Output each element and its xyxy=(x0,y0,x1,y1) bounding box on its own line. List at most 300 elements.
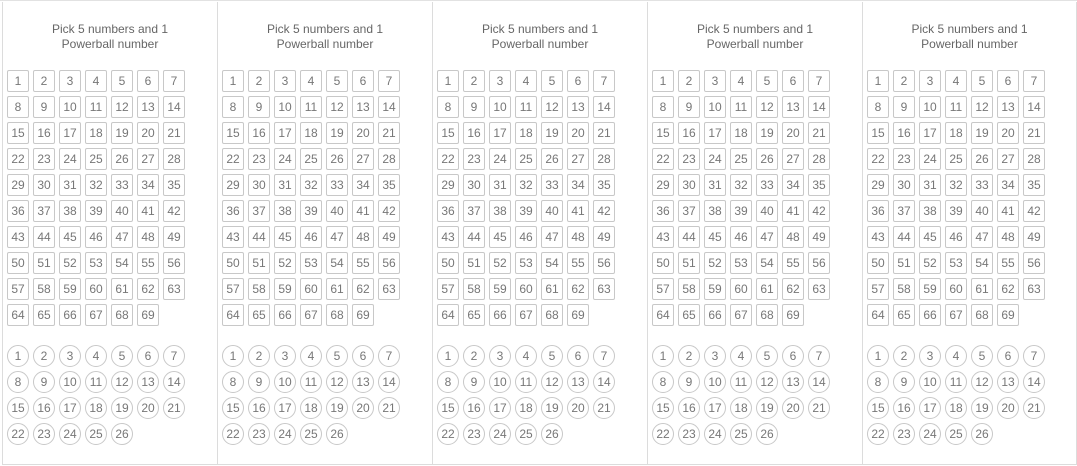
main-number-53[interactable]: 53 xyxy=(945,252,967,274)
main-number-6[interactable]: 6 xyxy=(997,70,1019,92)
powerball-number-25[interactable]: 25 xyxy=(85,423,107,445)
main-number-5[interactable]: 5 xyxy=(541,70,563,92)
main-number-49[interactable]: 49 xyxy=(1023,226,1045,248)
main-number-50[interactable]: 50 xyxy=(222,252,244,274)
main-number-62[interactable]: 62 xyxy=(567,278,589,300)
powerball-number-12[interactable]: 12 xyxy=(971,371,993,393)
main-number-8[interactable]: 8 xyxy=(437,96,459,118)
main-number-24[interactable]: 24 xyxy=(704,148,726,170)
main-number-63[interactable]: 63 xyxy=(808,278,830,300)
main-number-9[interactable]: 9 xyxy=(248,96,270,118)
main-number-6[interactable]: 6 xyxy=(137,70,159,92)
main-number-65[interactable]: 65 xyxy=(33,304,55,326)
main-number-20[interactable]: 20 xyxy=(567,122,589,144)
powerball-number-3[interactable]: 3 xyxy=(489,345,511,367)
main-number-25[interactable]: 25 xyxy=(300,148,322,170)
powerball-number-3[interactable]: 3 xyxy=(59,345,81,367)
main-number-57[interactable]: 57 xyxy=(7,278,29,300)
powerball-number-5[interactable]: 5 xyxy=(971,345,993,367)
main-number-49[interactable]: 49 xyxy=(163,226,185,248)
main-number-36[interactable]: 36 xyxy=(867,200,889,222)
main-number-36[interactable]: 36 xyxy=(7,200,29,222)
main-number-44[interactable]: 44 xyxy=(893,226,915,248)
main-number-30[interactable]: 30 xyxy=(678,174,700,196)
main-number-6[interactable]: 6 xyxy=(352,70,374,92)
powerball-number-15[interactable]: 15 xyxy=(652,397,674,419)
main-number-33[interactable]: 33 xyxy=(971,174,993,196)
main-number-59[interactable]: 59 xyxy=(919,278,941,300)
powerball-number-23[interactable]: 23 xyxy=(248,423,270,445)
main-number-53[interactable]: 53 xyxy=(300,252,322,274)
main-number-67[interactable]: 67 xyxy=(945,304,967,326)
powerball-number-22[interactable]: 22 xyxy=(652,423,674,445)
powerball-number-8[interactable]: 8 xyxy=(222,371,244,393)
main-number-67[interactable]: 67 xyxy=(300,304,322,326)
main-number-54[interactable]: 54 xyxy=(111,252,133,274)
main-number-26[interactable]: 26 xyxy=(111,148,133,170)
main-number-21[interactable]: 21 xyxy=(1023,122,1045,144)
main-number-29[interactable]: 29 xyxy=(7,174,29,196)
main-number-58[interactable]: 58 xyxy=(893,278,915,300)
main-number-4[interactable]: 4 xyxy=(730,70,752,92)
powerball-number-2[interactable]: 2 xyxy=(893,345,915,367)
main-number-2[interactable]: 2 xyxy=(248,70,270,92)
main-number-11[interactable]: 11 xyxy=(300,96,322,118)
main-number-3[interactable]: 3 xyxy=(489,70,511,92)
main-number-66[interactable]: 66 xyxy=(59,304,81,326)
main-number-66[interactable]: 66 xyxy=(704,304,726,326)
powerball-number-3[interactable]: 3 xyxy=(919,345,941,367)
main-number-69[interactable]: 69 xyxy=(137,304,159,326)
main-number-41[interactable]: 41 xyxy=(997,200,1019,222)
powerball-number-20[interactable]: 20 xyxy=(137,397,159,419)
main-number-15[interactable]: 15 xyxy=(222,122,244,144)
main-number-53[interactable]: 53 xyxy=(85,252,107,274)
main-number-12[interactable]: 12 xyxy=(756,96,778,118)
main-number-54[interactable]: 54 xyxy=(326,252,348,274)
main-number-27[interactable]: 27 xyxy=(352,148,374,170)
main-number-59[interactable]: 59 xyxy=(704,278,726,300)
main-number-9[interactable]: 9 xyxy=(893,96,915,118)
powerball-number-7[interactable]: 7 xyxy=(808,345,830,367)
main-number-44[interactable]: 44 xyxy=(33,226,55,248)
main-number-3[interactable]: 3 xyxy=(919,70,941,92)
main-number-29[interactable]: 29 xyxy=(867,174,889,196)
main-number-4[interactable]: 4 xyxy=(515,70,537,92)
main-number-48[interactable]: 48 xyxy=(997,226,1019,248)
main-number-49[interactable]: 49 xyxy=(808,226,830,248)
main-number-22[interactable]: 22 xyxy=(652,148,674,170)
main-number-63[interactable]: 63 xyxy=(163,278,185,300)
main-number-62[interactable]: 62 xyxy=(997,278,1019,300)
powerball-number-6[interactable]: 6 xyxy=(997,345,1019,367)
main-number-48[interactable]: 48 xyxy=(782,226,804,248)
main-number-14[interactable]: 14 xyxy=(593,96,615,118)
main-number-27[interactable]: 27 xyxy=(137,148,159,170)
main-number-6[interactable]: 6 xyxy=(782,70,804,92)
main-number-6[interactable]: 6 xyxy=(567,70,589,92)
main-number-41[interactable]: 41 xyxy=(782,200,804,222)
powerball-number-11[interactable]: 11 xyxy=(300,371,322,393)
main-number-54[interactable]: 54 xyxy=(541,252,563,274)
main-number-7[interactable]: 7 xyxy=(593,70,615,92)
main-number-17[interactable]: 17 xyxy=(704,122,726,144)
powerball-number-4[interactable]: 4 xyxy=(85,345,107,367)
main-number-5[interactable]: 5 xyxy=(326,70,348,92)
main-number-60[interactable]: 60 xyxy=(515,278,537,300)
main-number-58[interactable]: 58 xyxy=(463,278,485,300)
main-number-3[interactable]: 3 xyxy=(59,70,81,92)
main-number-13[interactable]: 13 xyxy=(567,96,589,118)
main-number-29[interactable]: 29 xyxy=(222,174,244,196)
powerball-number-21[interactable]: 21 xyxy=(1023,397,1045,419)
main-number-1[interactable]: 1 xyxy=(867,70,889,92)
powerball-number-5[interactable]: 5 xyxy=(756,345,778,367)
powerball-number-8[interactable]: 8 xyxy=(437,371,459,393)
main-number-51[interactable]: 51 xyxy=(248,252,270,274)
main-number-47[interactable]: 47 xyxy=(326,226,348,248)
main-number-50[interactable]: 50 xyxy=(867,252,889,274)
main-number-28[interactable]: 28 xyxy=(1023,148,1045,170)
powerball-number-9[interactable]: 9 xyxy=(893,371,915,393)
powerball-number-9[interactable]: 9 xyxy=(463,371,485,393)
main-number-26[interactable]: 26 xyxy=(326,148,348,170)
main-number-28[interactable]: 28 xyxy=(593,148,615,170)
main-number-51[interactable]: 51 xyxy=(678,252,700,274)
main-number-25[interactable]: 25 xyxy=(945,148,967,170)
main-number-38[interactable]: 38 xyxy=(59,200,81,222)
main-number-69[interactable]: 69 xyxy=(352,304,374,326)
main-number-58[interactable]: 58 xyxy=(678,278,700,300)
main-number-11[interactable]: 11 xyxy=(730,96,752,118)
main-number-30[interactable]: 30 xyxy=(893,174,915,196)
main-number-50[interactable]: 50 xyxy=(7,252,29,274)
main-number-49[interactable]: 49 xyxy=(378,226,400,248)
main-number-46[interactable]: 46 xyxy=(945,226,967,248)
main-number-65[interactable]: 65 xyxy=(893,304,915,326)
main-number-47[interactable]: 47 xyxy=(971,226,993,248)
main-number-34[interactable]: 34 xyxy=(137,174,159,196)
powerball-number-21[interactable]: 21 xyxy=(378,397,400,419)
powerball-number-17[interactable]: 17 xyxy=(919,397,941,419)
main-number-45[interactable]: 45 xyxy=(919,226,941,248)
powerball-number-7[interactable]: 7 xyxy=(593,345,615,367)
main-number-53[interactable]: 53 xyxy=(515,252,537,274)
main-number-31[interactable]: 31 xyxy=(919,174,941,196)
powerball-number-15[interactable]: 15 xyxy=(867,397,889,419)
powerball-number-9[interactable]: 9 xyxy=(678,371,700,393)
main-number-42[interactable]: 42 xyxy=(378,200,400,222)
main-number-23[interactable]: 23 xyxy=(463,148,485,170)
main-number-17[interactable]: 17 xyxy=(59,122,81,144)
main-number-47[interactable]: 47 xyxy=(111,226,133,248)
main-number-41[interactable]: 41 xyxy=(567,200,589,222)
main-number-38[interactable]: 38 xyxy=(274,200,296,222)
main-number-25[interactable]: 25 xyxy=(730,148,752,170)
main-number-32[interactable]: 32 xyxy=(945,174,967,196)
main-number-50[interactable]: 50 xyxy=(652,252,674,274)
main-number-39[interactable]: 39 xyxy=(730,200,752,222)
powerball-number-23[interactable]: 23 xyxy=(463,423,485,445)
main-number-41[interactable]: 41 xyxy=(352,200,374,222)
main-number-25[interactable]: 25 xyxy=(515,148,537,170)
main-number-2[interactable]: 2 xyxy=(678,70,700,92)
powerball-number-24[interactable]: 24 xyxy=(59,423,81,445)
main-number-21[interactable]: 21 xyxy=(378,122,400,144)
main-number-57[interactable]: 57 xyxy=(867,278,889,300)
main-number-22[interactable]: 22 xyxy=(222,148,244,170)
powerball-number-18[interactable]: 18 xyxy=(85,397,107,419)
main-number-69[interactable]: 69 xyxy=(782,304,804,326)
main-number-60[interactable]: 60 xyxy=(730,278,752,300)
main-number-17[interactable]: 17 xyxy=(489,122,511,144)
main-number-29[interactable]: 29 xyxy=(652,174,674,196)
main-number-60[interactable]: 60 xyxy=(300,278,322,300)
powerball-number-25[interactable]: 25 xyxy=(945,423,967,445)
main-number-66[interactable]: 66 xyxy=(919,304,941,326)
main-number-64[interactable]: 64 xyxy=(437,304,459,326)
powerball-number-21[interactable]: 21 xyxy=(163,397,185,419)
main-number-20[interactable]: 20 xyxy=(137,122,159,144)
main-number-4[interactable]: 4 xyxy=(945,70,967,92)
main-number-35[interactable]: 35 xyxy=(808,174,830,196)
powerball-number-12[interactable]: 12 xyxy=(756,371,778,393)
main-number-34[interactable]: 34 xyxy=(782,174,804,196)
main-number-5[interactable]: 5 xyxy=(756,70,778,92)
main-number-46[interactable]: 46 xyxy=(85,226,107,248)
main-number-27[interactable]: 27 xyxy=(997,148,1019,170)
main-number-40[interactable]: 40 xyxy=(756,200,778,222)
main-number-4[interactable]: 4 xyxy=(85,70,107,92)
powerball-number-23[interactable]: 23 xyxy=(678,423,700,445)
powerball-number-24[interactable]: 24 xyxy=(274,423,296,445)
main-number-26[interactable]: 26 xyxy=(971,148,993,170)
powerball-number-18[interactable]: 18 xyxy=(730,397,752,419)
powerball-number-26[interactable]: 26 xyxy=(541,423,563,445)
main-number-54[interactable]: 54 xyxy=(971,252,993,274)
powerball-number-10[interactable]: 10 xyxy=(274,371,296,393)
main-number-65[interactable]: 65 xyxy=(678,304,700,326)
powerball-number-1[interactable]: 1 xyxy=(437,345,459,367)
main-number-1[interactable]: 1 xyxy=(7,70,29,92)
powerball-number-19[interactable]: 19 xyxy=(756,397,778,419)
powerball-number-26[interactable]: 26 xyxy=(971,423,993,445)
main-number-32[interactable]: 32 xyxy=(730,174,752,196)
main-number-20[interactable]: 20 xyxy=(782,122,804,144)
main-number-15[interactable]: 15 xyxy=(652,122,674,144)
main-number-61[interactable]: 61 xyxy=(111,278,133,300)
main-number-20[interactable]: 20 xyxy=(997,122,1019,144)
powerball-number-5[interactable]: 5 xyxy=(541,345,563,367)
main-number-30[interactable]: 30 xyxy=(463,174,485,196)
main-number-42[interactable]: 42 xyxy=(163,200,185,222)
main-number-37[interactable]: 37 xyxy=(248,200,270,222)
main-number-7[interactable]: 7 xyxy=(163,70,185,92)
main-number-18[interactable]: 18 xyxy=(945,122,967,144)
powerball-number-10[interactable]: 10 xyxy=(489,371,511,393)
main-number-42[interactable]: 42 xyxy=(593,200,615,222)
main-number-59[interactable]: 59 xyxy=(274,278,296,300)
powerball-number-21[interactable]: 21 xyxy=(808,397,830,419)
main-number-47[interactable]: 47 xyxy=(541,226,563,248)
main-number-14[interactable]: 14 xyxy=(808,96,830,118)
main-number-1[interactable]: 1 xyxy=(652,70,674,92)
main-number-21[interactable]: 21 xyxy=(163,122,185,144)
powerball-number-4[interactable]: 4 xyxy=(730,345,752,367)
main-number-39[interactable]: 39 xyxy=(300,200,322,222)
main-number-56[interactable]: 56 xyxy=(808,252,830,274)
main-number-11[interactable]: 11 xyxy=(945,96,967,118)
main-number-38[interactable]: 38 xyxy=(489,200,511,222)
main-number-33[interactable]: 33 xyxy=(111,174,133,196)
main-number-56[interactable]: 56 xyxy=(1023,252,1045,274)
main-number-51[interactable]: 51 xyxy=(33,252,55,274)
main-number-28[interactable]: 28 xyxy=(163,148,185,170)
main-number-9[interactable]: 9 xyxy=(678,96,700,118)
main-number-31[interactable]: 31 xyxy=(59,174,81,196)
main-number-15[interactable]: 15 xyxy=(437,122,459,144)
main-number-64[interactable]: 64 xyxy=(7,304,29,326)
powerball-number-6[interactable]: 6 xyxy=(137,345,159,367)
powerball-number-19[interactable]: 19 xyxy=(971,397,993,419)
powerball-number-22[interactable]: 22 xyxy=(437,423,459,445)
main-number-8[interactable]: 8 xyxy=(867,96,889,118)
main-number-19[interactable]: 19 xyxy=(326,122,348,144)
main-number-63[interactable]: 63 xyxy=(378,278,400,300)
main-number-16[interactable]: 16 xyxy=(463,122,485,144)
main-number-5[interactable]: 5 xyxy=(111,70,133,92)
powerball-number-10[interactable]: 10 xyxy=(59,371,81,393)
powerball-number-16[interactable]: 16 xyxy=(893,397,915,419)
main-number-42[interactable]: 42 xyxy=(808,200,830,222)
main-number-2[interactable]: 2 xyxy=(33,70,55,92)
main-number-31[interactable]: 31 xyxy=(704,174,726,196)
main-number-52[interactable]: 52 xyxy=(274,252,296,274)
powerball-number-24[interactable]: 24 xyxy=(919,423,941,445)
powerball-number-19[interactable]: 19 xyxy=(541,397,563,419)
main-number-25[interactable]: 25 xyxy=(85,148,107,170)
powerball-number-1[interactable]: 1 xyxy=(222,345,244,367)
main-number-13[interactable]: 13 xyxy=(997,96,1019,118)
main-number-1[interactable]: 1 xyxy=(437,70,459,92)
main-number-9[interactable]: 9 xyxy=(463,96,485,118)
main-number-67[interactable]: 67 xyxy=(515,304,537,326)
powerball-number-7[interactable]: 7 xyxy=(1023,345,1045,367)
main-number-20[interactable]: 20 xyxy=(352,122,374,144)
main-number-46[interactable]: 46 xyxy=(300,226,322,248)
powerball-number-26[interactable]: 26 xyxy=(756,423,778,445)
main-number-51[interactable]: 51 xyxy=(893,252,915,274)
main-number-52[interactable]: 52 xyxy=(919,252,941,274)
main-number-40[interactable]: 40 xyxy=(326,200,348,222)
main-number-15[interactable]: 15 xyxy=(7,122,29,144)
main-number-47[interactable]: 47 xyxy=(756,226,778,248)
powerball-number-13[interactable]: 13 xyxy=(997,371,1019,393)
main-number-15[interactable]: 15 xyxy=(867,122,889,144)
main-number-10[interactable]: 10 xyxy=(274,96,296,118)
main-number-44[interactable]: 44 xyxy=(678,226,700,248)
powerball-number-16[interactable]: 16 xyxy=(248,397,270,419)
powerball-number-2[interactable]: 2 xyxy=(463,345,485,367)
main-number-11[interactable]: 11 xyxy=(85,96,107,118)
powerball-number-22[interactable]: 22 xyxy=(7,423,29,445)
powerball-number-23[interactable]: 23 xyxy=(33,423,55,445)
powerball-number-18[interactable]: 18 xyxy=(515,397,537,419)
main-number-59[interactable]: 59 xyxy=(489,278,511,300)
main-number-2[interactable]: 2 xyxy=(463,70,485,92)
main-number-48[interactable]: 48 xyxy=(352,226,374,248)
main-number-18[interactable]: 18 xyxy=(515,122,537,144)
main-number-56[interactable]: 56 xyxy=(378,252,400,274)
powerball-number-19[interactable]: 19 xyxy=(326,397,348,419)
powerball-number-20[interactable]: 20 xyxy=(997,397,1019,419)
main-number-55[interactable]: 55 xyxy=(352,252,374,274)
main-number-35[interactable]: 35 xyxy=(378,174,400,196)
main-number-39[interactable]: 39 xyxy=(515,200,537,222)
main-number-66[interactable]: 66 xyxy=(274,304,296,326)
main-number-3[interactable]: 3 xyxy=(704,70,726,92)
powerball-number-14[interactable]: 14 xyxy=(1023,371,1045,393)
powerball-number-5[interactable]: 5 xyxy=(111,345,133,367)
powerball-number-4[interactable]: 4 xyxy=(300,345,322,367)
main-number-58[interactable]: 58 xyxy=(248,278,270,300)
main-number-43[interactable]: 43 xyxy=(437,226,459,248)
powerball-number-11[interactable]: 11 xyxy=(730,371,752,393)
main-number-40[interactable]: 40 xyxy=(541,200,563,222)
main-number-21[interactable]: 21 xyxy=(808,122,830,144)
main-number-28[interactable]: 28 xyxy=(378,148,400,170)
main-number-61[interactable]: 61 xyxy=(756,278,778,300)
main-number-16[interactable]: 16 xyxy=(33,122,55,144)
main-number-16[interactable]: 16 xyxy=(248,122,270,144)
main-number-68[interactable]: 68 xyxy=(541,304,563,326)
main-number-8[interactable]: 8 xyxy=(652,96,674,118)
main-number-2[interactable]: 2 xyxy=(893,70,915,92)
main-number-44[interactable]: 44 xyxy=(463,226,485,248)
main-number-38[interactable]: 38 xyxy=(704,200,726,222)
main-number-24[interactable]: 24 xyxy=(919,148,941,170)
main-number-48[interactable]: 48 xyxy=(137,226,159,248)
powerball-number-11[interactable]: 11 xyxy=(85,371,107,393)
main-number-5[interactable]: 5 xyxy=(971,70,993,92)
main-number-12[interactable]: 12 xyxy=(541,96,563,118)
powerball-number-2[interactable]: 2 xyxy=(678,345,700,367)
main-number-64[interactable]: 64 xyxy=(652,304,674,326)
powerball-number-15[interactable]: 15 xyxy=(7,397,29,419)
main-number-69[interactable]: 69 xyxy=(567,304,589,326)
main-number-44[interactable]: 44 xyxy=(248,226,270,248)
powerball-number-17[interactable]: 17 xyxy=(59,397,81,419)
main-number-37[interactable]: 37 xyxy=(678,200,700,222)
main-number-34[interactable]: 34 xyxy=(352,174,374,196)
main-number-26[interactable]: 26 xyxy=(756,148,778,170)
powerball-number-17[interactable]: 17 xyxy=(704,397,726,419)
main-number-46[interactable]: 46 xyxy=(515,226,537,248)
powerball-number-10[interactable]: 10 xyxy=(919,371,941,393)
main-number-24[interactable]: 24 xyxy=(59,148,81,170)
main-number-45[interactable]: 45 xyxy=(704,226,726,248)
main-number-11[interactable]: 11 xyxy=(515,96,537,118)
powerball-number-20[interactable]: 20 xyxy=(782,397,804,419)
main-number-59[interactable]: 59 xyxy=(59,278,81,300)
main-number-68[interactable]: 68 xyxy=(971,304,993,326)
main-number-55[interactable]: 55 xyxy=(567,252,589,274)
main-number-68[interactable]: 68 xyxy=(111,304,133,326)
main-number-31[interactable]: 31 xyxy=(489,174,511,196)
powerball-number-17[interactable]: 17 xyxy=(489,397,511,419)
powerball-number-2[interactable]: 2 xyxy=(33,345,55,367)
main-number-45[interactable]: 45 xyxy=(489,226,511,248)
